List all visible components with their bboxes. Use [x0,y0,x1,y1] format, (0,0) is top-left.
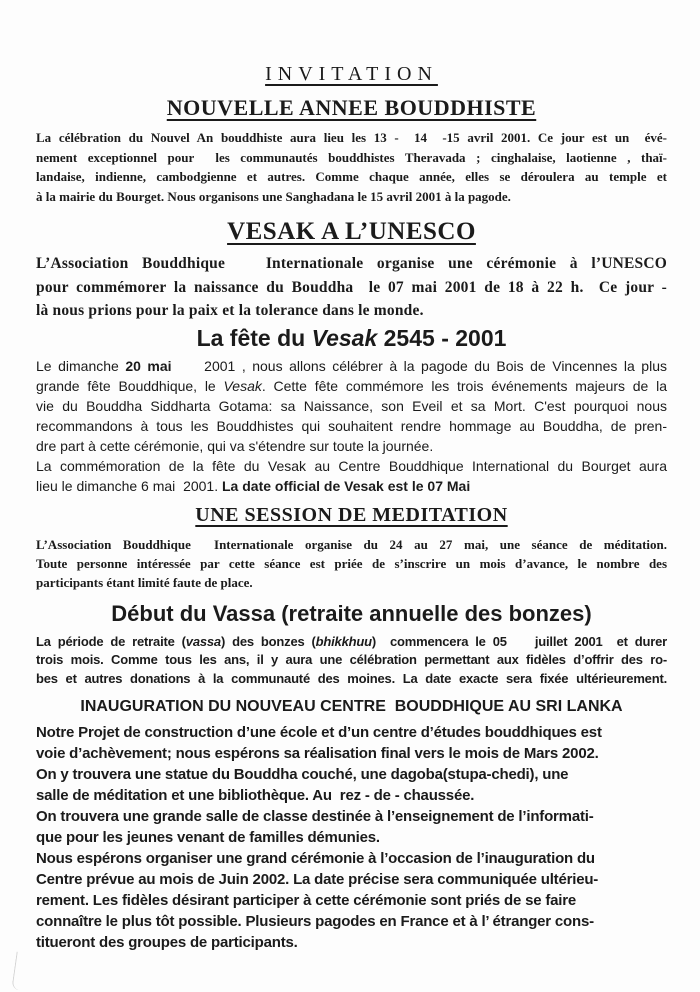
text-run: grande fête Bouddhique, le [36,377,224,394]
text-line [36,827,667,848]
text-line [36,785,667,806]
paragraph-nouvelle-annee [36,128,667,206]
text-run: connaître le plus tôt possible. Plusieurs pagodes en France et à l’ étranger cons- [36,913,594,930]
text-run: Le dimanche [36,357,126,374]
text-line [36,848,667,869]
document-title [36,62,667,86]
paragraph-inauguration [36,722,667,953]
text-run: La date official de Vesak est le 07 Mai [222,477,471,494]
text-run: Toute personne intéressée par cette séance est priée de s’inscrire un mois d’avance, le nombre des [36,555,667,571]
text-run: recommandons à tous les Bouddhistes qui souhaitent rendre hommage au Bouddha, de pren- [36,417,667,434]
text-run: L’Association Bouddhique Internationale organise du 24 au 27 mai, une séance de méditation. [36,536,667,552]
text-line [36,376,667,396]
text-line [36,128,667,148]
text-line [36,187,667,207]
text-run: La célébration du Nouvel An bouddhiste aura lieu les 13 - 14 -15 avril 2001. Ce jour est un évé- [36,130,667,145]
text-line [36,299,667,323]
text-run: La période de retraite ( [36,633,186,649]
text-run: salle de méditation et une bibliothèque. Au rez - de - chaussée. [36,787,475,804]
text-run: La fête du [196,324,312,351]
paragraph-session-meditation [36,535,667,592]
text-run: bes et autres donations à la communauté des moines. La date exacte sera fixée ultérieurement. [36,670,667,686]
text-line [36,932,667,953]
text-run: L’Association Bouddhique Internationale organise une cérémonie à l’UNESCO [36,255,667,272]
text-line [36,554,667,573]
section-heading-debut-vassa-text: Début du Vassa (retraite annuelle des bonzes) [111,600,592,626]
text-line [36,743,667,764]
text-run: vie du Bouddha Siddharta Gotama: sa Naissance, son Eveil et sa Mort. C'est pourquoi nous [36,397,667,414]
text-run: dre part à cette cérémonie, qui va s'étendre sur toute la journée. [36,437,434,454]
paragraph-debut-vassa [36,633,667,689]
section-heading-session-meditation-text: UNE SESSION DE MEDITATION [195,503,508,526]
paragraph-vesak-unesco [36,252,667,323]
section-heading-session-meditation [36,503,667,528]
text-line [36,436,667,456]
text-line [36,890,667,911]
text-line [36,276,667,300]
section-heading-vesak-unesco [36,217,667,246]
text-run: vassa [185,633,221,649]
text-line [36,167,667,187]
text-run: ) des bonzes ( [220,633,316,649]
text-run: ) commencera le 05 juillet 2001 et durer [371,633,667,649]
text-line [36,148,667,168]
text-run: pour commémorer la naissance du Bouddha le 07 mai 2001 de 18 à 22 h. Ce jour - [36,278,667,296]
text-run: . Cette fête commémore les trois événements majeurs de la [261,377,667,394]
section-heading-nouvelle-annee [36,95,667,121]
text-line [36,911,667,932]
section-heading-debut-vassa [36,600,667,627]
section-heading-vesak-unesco-text: VESAK A L’UNESCO [227,218,476,245]
section-heading-fete-vesak [36,324,667,352]
text-run: lieu le dimanche 6 mai 2001. [36,477,222,494]
text-run: Vesak [223,377,262,394]
section-heading-nouvelle-annee-text: NOUVELLE ANNEE BOUDDHISTE [166,95,537,120]
text-line [36,396,667,416]
text-line [36,670,667,689]
text-run: Nous espérons organiser une grand cérémonie à l’occasion de l’inauguration du [36,850,595,867]
text-run: 20 mai [125,357,172,374]
text-run: participants étant limité faute de place. [36,574,253,590]
text-run: bhikkhuu [315,633,372,649]
text-run: rement. Les fidèles désirant participer à cette cérémonie sont priés de se faire [36,892,577,909]
text-line [36,456,667,476]
text-line [36,722,667,743]
text-line [36,573,667,592]
text-line [36,324,667,352]
text-line [36,651,667,670]
text-run: que pour les jeunes venant de familles démunies. [36,829,380,846]
text-line [36,535,667,554]
text-run: Vesak [311,324,378,351]
section-heading-inauguration [36,697,667,717]
text-run: là nous prions pour la paix et la tolerance dans le monde. [36,302,424,319]
text-run: trois mois. Comme tous les ans, il y aura une célébration permettant aux fidèles d’offrir des ro- [36,652,667,667]
text-run: 2001 , nous allons célébrer à la pagode du Bois de Vincennes la plus [171,357,667,374]
text-run: nement exceptionnel pour les communautés bouddhistes Theravada ; cinghalaise, laotienne , thaï- [36,149,667,165]
text-line [36,252,667,276]
text-run: landaise, indienne, cambodgienne et autres. Comme chaque année, elles se déroulera au temple et [36,169,667,184]
text-line [36,869,667,890]
text-run: voie d’achèvement; nous espérons sa réalisation final vers le mois de Mars 2002. [36,745,599,762]
text-line [36,416,667,436]
text-line [36,356,667,376]
text-line [36,633,667,652]
text-run: titueront des groupes de participants. [36,934,298,951]
section-heading-inauguration-text: INAUGURATION DU NOUVEAU CENTRE BOUDDHIQUE AU SRI LANKA [80,698,623,715]
text-run: On trouvera une grande salle de classe destinée à l’enseignement de l’informati- [36,808,594,825]
text-run: Centre prévue au mois de Juin 2002. La date précise sera communiquée ultérieu- [36,871,599,888]
text-run: La commémoration de la fête du Vesak au Centre Bouddhique International du Bourget aura [36,457,667,474]
text-run: On y trouvera une statue du Bouddha couché, une dagoba(stupa-chedi), une [36,766,569,783]
text-run: 2545 - 2001 [377,324,507,351]
text-line [36,764,667,785]
text-run: Notre Projet de construction d’une école et d’un centre d’études bouddhiques est [36,724,602,741]
scan-artifact [11,952,25,991]
document-title-text: INVITATION [265,63,438,85]
paragraph-fete-vesak [36,356,667,496]
text-line [36,806,667,827]
text-run: à la mairie du Bourget. Nous organisons une Sanghadana le 15 avril 2001 à la pagode. [36,188,511,204]
text-line [36,476,667,496]
